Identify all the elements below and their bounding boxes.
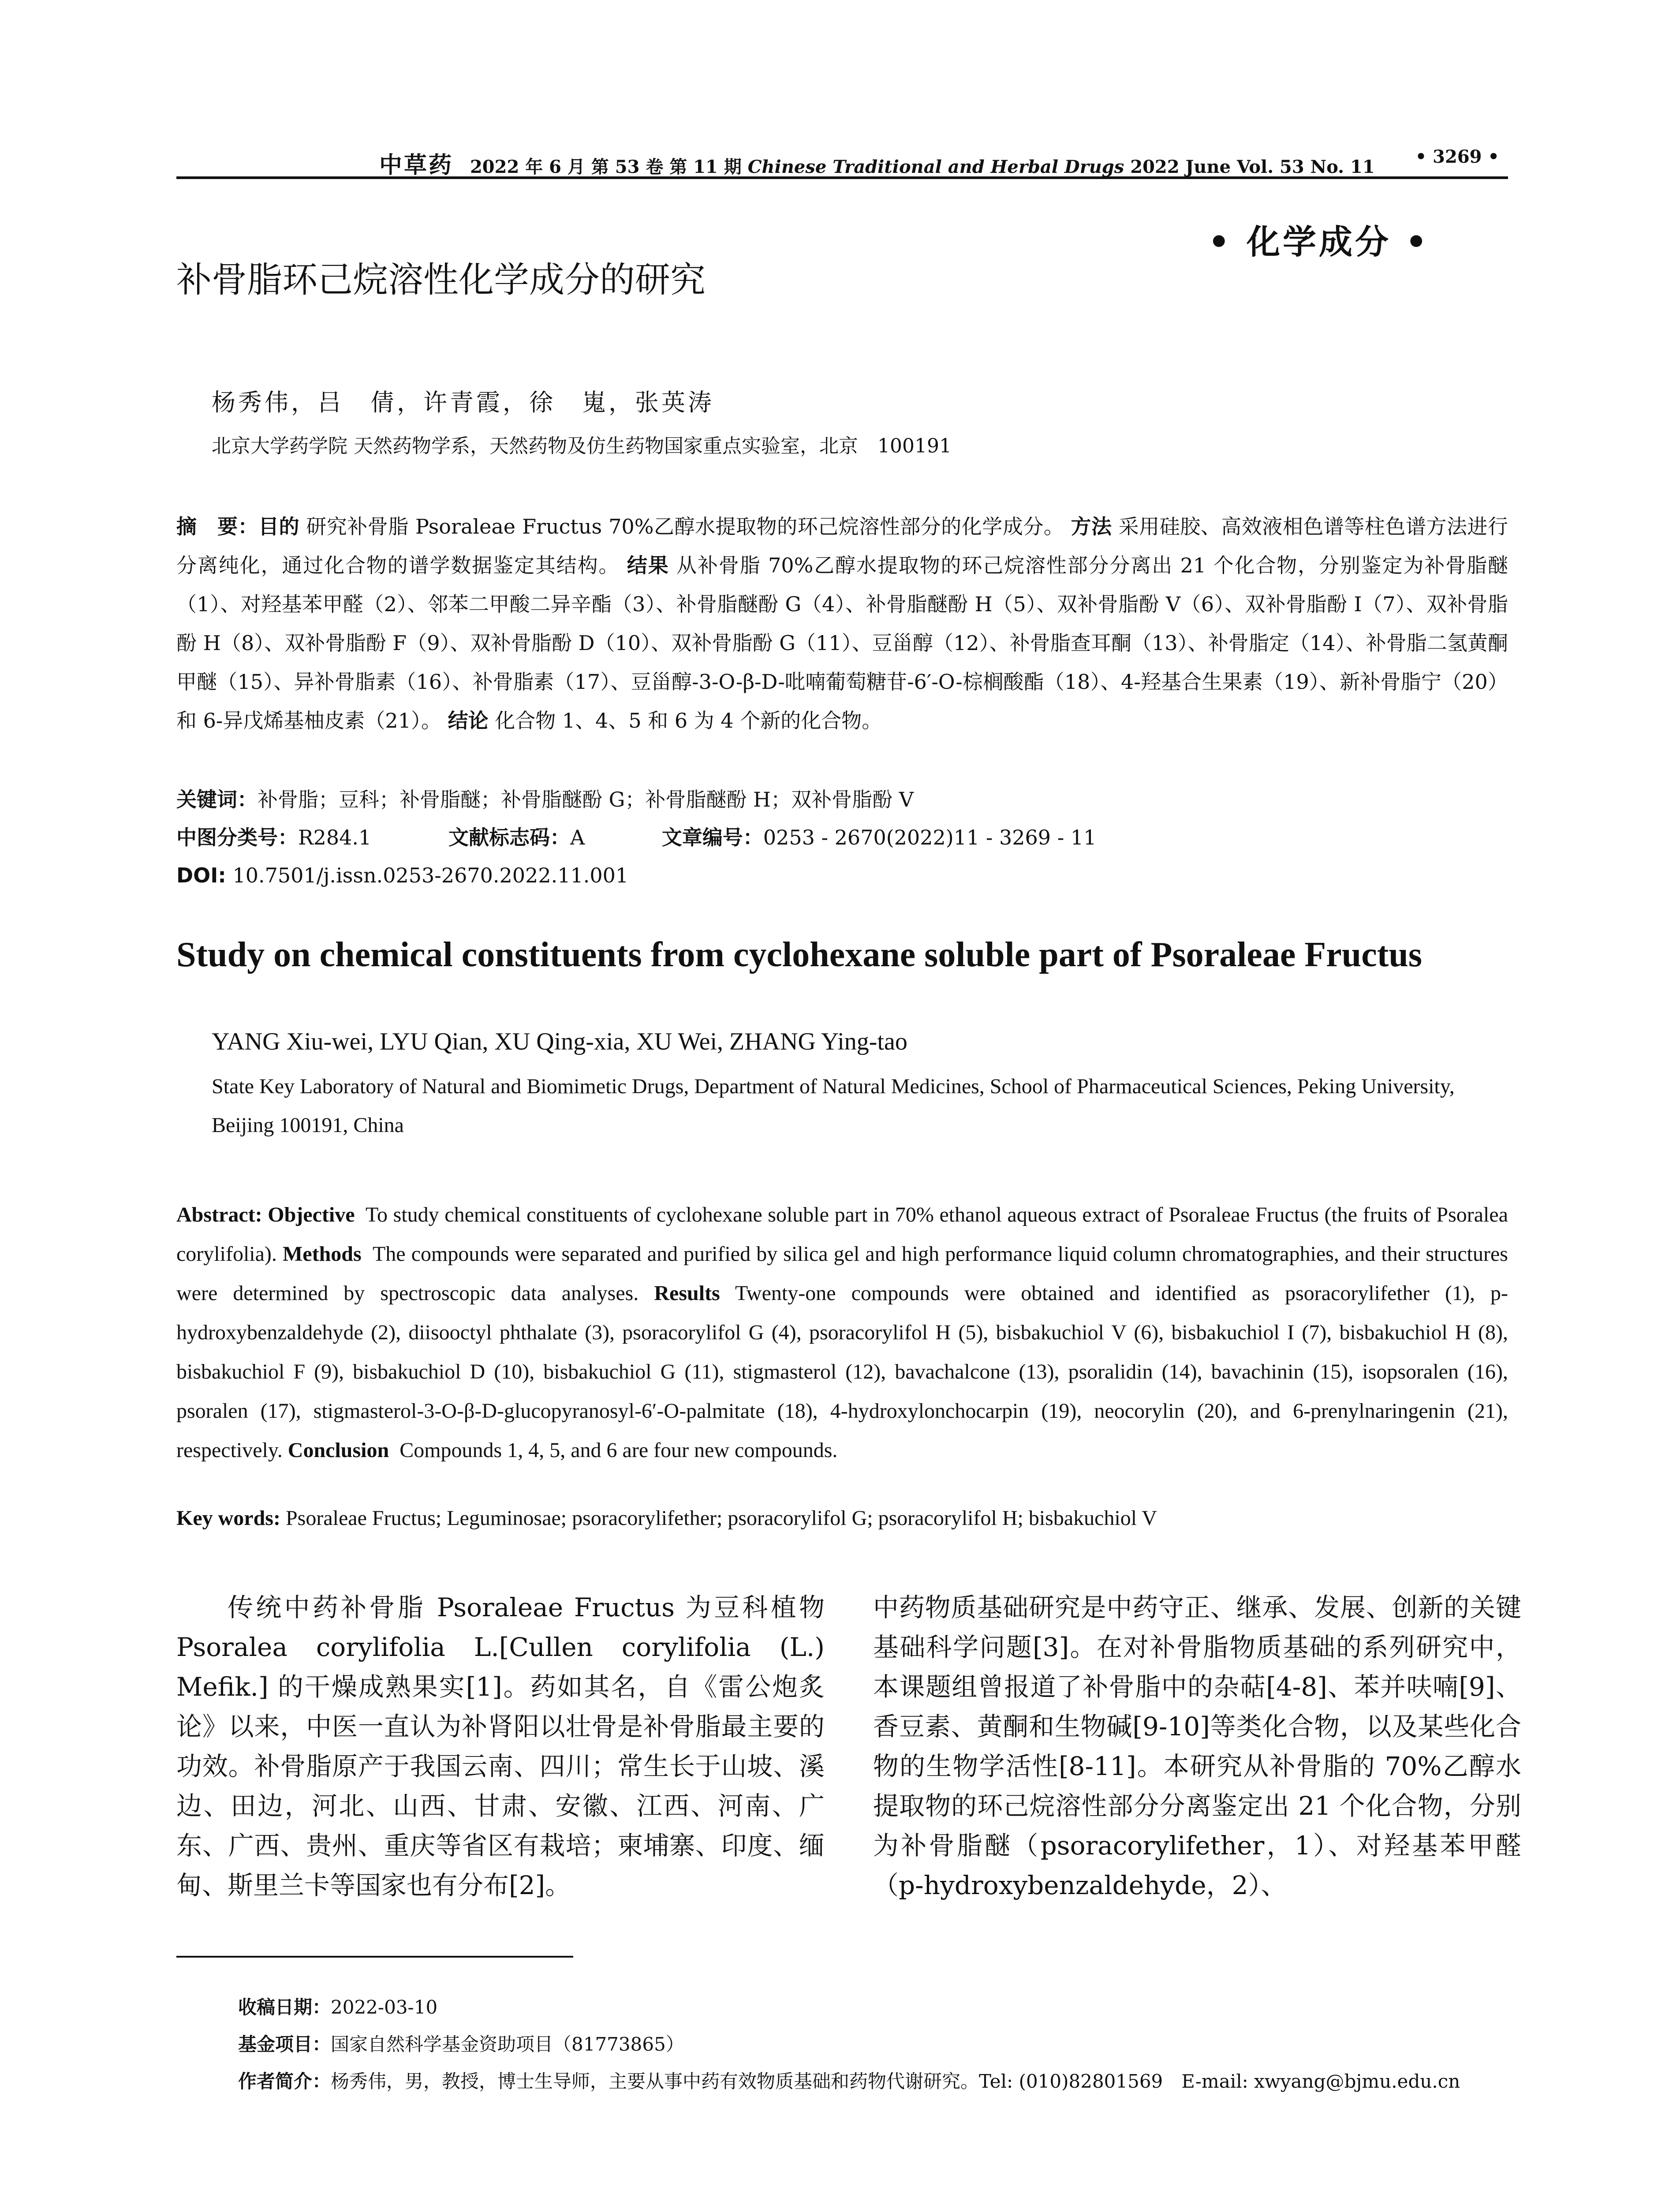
received-date: 2022-03-10 bbox=[331, 1996, 438, 2018]
doi-row bbox=[176, 856, 1508, 894]
clc-value: R284.1 bbox=[298, 826, 372, 849]
authors-cn: 杨秀伟，吕 倩，许青霞，徐 嵬，张英涛 bbox=[212, 389, 714, 416]
abstract-en-methods: The compounds were separated and purified by silica gel and high performance liquid column chromatographies, and their structures were determined by spectroscopic data analyses. bbox=[176, 1242, 1508, 1305]
keywords-cn-text: 补骨脂；豆科；补骨脂醚；补骨脂醚酚 G；补骨脂醚酚 H；双补骨脂酚 V bbox=[258, 788, 914, 811]
fund-label: 基金项目： bbox=[238, 2033, 331, 2055]
footnotes bbox=[238, 1989, 1508, 2100]
abstract-en-results: Twenty-one compounds were obtained and identified as psoracorylifether (1), p-hydroxybenzaldehyde (2), diisooctyl phthalate (3), psoracorylifol G (4), psoracorylifol H (5), bisbakuchiol V (6), bisbakuchiol I (7), bisbakuchiol H (8), bisbakuchiol F (9), bisbakuchiol D (10), bisbakuchiol G (11), stigmasterol (12), bavachalcone (13), psoralidin (14), bavachinin (15), isopsoralen (16), psoralen (17), stigmasterol-3-O-β-D-glucopyranosyl-6′-O-palmitate (18), 4-hydroxylonchocarpin (19), neocorylin (20), and 6-prenylnaringenin (21), respectively. bbox=[176, 1282, 1508, 1462]
abstract-cn-results-label: 结果 bbox=[627, 553, 669, 577]
abstract-en-methods-label: Methods bbox=[283, 1242, 362, 1266]
abstract-en-label: Abstract: Objective bbox=[176, 1203, 355, 1226]
article-number-value: 0253 - 2670(2022)11 - 3269 - 11 bbox=[763, 826, 1097, 849]
abstract-en-results-label: Results bbox=[654, 1282, 720, 1305]
body-column-left bbox=[176, 1588, 825, 1905]
abstract-cn-conclusion: 化合物 1、4、5 和 6 为 4 个新的化合物。 bbox=[495, 709, 882, 733]
abstract-cn bbox=[176, 507, 1508, 740]
issue-cn: 2022 年 6 月 第 53 卷 第 11 期 bbox=[470, 157, 742, 177]
footnote-fund bbox=[238, 2026, 1508, 2063]
meta-block bbox=[176, 781, 1508, 894]
abstract-en bbox=[176, 1195, 1508, 1470]
abstract-cn-methods: 采用硅胶、高效液相色谱等柱色谱方法进行分离纯化，通过化合物的谱学数据鉴定其结构。 bbox=[176, 515, 1508, 577]
page-number: • 3269 • bbox=[1415, 146, 1499, 167]
keywords-cn-label: 关键词： bbox=[176, 788, 258, 811]
affiliation-en: State Key Laboratory of Natural and Biomimetic Drugs, Department of Natural Medicines, School of Pharmaceutical Sciences, Peking University, Beijing 100191, China bbox=[212, 1075, 1455, 1137]
abstract-cn-label: 摘 要：目的 bbox=[176, 515, 300, 538]
footnote-divider bbox=[176, 1956, 573, 1958]
footnote-author bbox=[238, 2063, 1508, 2100]
body-paragraph-right: 中药物质基础研究是中药守正、继承、发展、创新的关键基础科学问题[3]。在对补骨脂物质基础的系列研究中，本课题组曾报道了补骨脂中的杂萜[4-8]、苯并呋喃[9]、香豆素、黄酮和生物碱[9-10]等类化合物，以及某些化合物的生物学活性[8-11]。本研究从补骨脂的 70%乙醇水提取物的环己烷溶性部分分离鉴定出 21 个化合物，分别为补骨脂醚（psoracorylifether，1）、对羟基苯甲醛（p-hydroxybenzaldehyde，2）、 bbox=[873, 1592, 1521, 1900]
issue-en: 2022 June Vol. 53 No. 11 bbox=[1130, 157, 1375, 177]
journal-name-en: Chinese Traditional and Herbal Drugs bbox=[747, 157, 1124, 177]
abstract-en-conclusion-label: Conclusion bbox=[287, 1439, 389, 1462]
section-label: • 化学成分 • bbox=[1208, 222, 1430, 262]
doc-code-label: 文献标志码： bbox=[448, 826, 570, 849]
abstract-cn-methods-label: 方法 bbox=[1071, 515, 1112, 538]
body-column-right bbox=[873, 1588, 1521, 1905]
affiliation-cn: 北京大学药学院 天然药物学系，天然药物及仿生药物国家重点实验室，北京 100191 bbox=[212, 435, 952, 457]
header-left bbox=[379, 146, 1375, 179]
classification-row bbox=[176, 818, 1508, 856]
abstract-cn-objective: 研究补骨脂 Psoraleae Fructus 70%乙醇水提取物的环己烷溶性部分的化学成分。 bbox=[306, 515, 1064, 538]
doi-label: DOI: bbox=[176, 863, 226, 887]
abstract-cn-conclusion-label: 结论 bbox=[448, 709, 489, 733]
clc-label: 中图分类号： bbox=[176, 826, 298, 849]
article-number-label: 文章编号： bbox=[661, 826, 763, 849]
keywords-en-text: Psoraleae Fructus; Leguminosae; psoracorylifether; psoracorylifol G; psoracorylifol H; bisbakuchiol V bbox=[285, 1506, 1157, 1530]
journal-name-cn: 中草药 bbox=[379, 152, 454, 179]
title-cn: 补骨脂环己烷溶性化学成分的研究 bbox=[176, 259, 706, 300]
received-label: 收稿日期： bbox=[238, 1996, 331, 2018]
abstract-en-objective: To study chemical constituents of cyclohexane soluble part in 70% ethanol aqueous extract of Psoraleae Fructus (the fruits of Psoralea corylifolia). bbox=[176, 1203, 1508, 1266]
author-bio-label: 作者简介： bbox=[238, 2070, 331, 2092]
body-paragraph-left: 传统中药补骨脂 Psoraleae Fructus 为豆科植物 Psoralea corylifolia L.[Cullen corylifolia (L.) Mefik.] 的干燥成熟果实[1]。药如其名，自《雷公炮炙论》以来，中医一直认为补肾阳以壮骨是补骨脂最主要的功效。补骨脂原产于我国云南、四川；常生长于山坡、溪边、田边，河北、山西、甘肃、安徽、江西、河南、广东、广西、贵州、重庆等省区有栽培；柬埔寨、印度、缅甸、斯里兰卡等国家也有分布[2]。 bbox=[176, 1592, 825, 1900]
running-header bbox=[176, 141, 1508, 179]
keywords-en bbox=[176, 1506, 1508, 1530]
keywords-cn bbox=[176, 781, 1508, 818]
authors-en: YANG Xiu-wei, LYU Qian, XU Qing-xia, XU Wei, ZHANG Ying-tao bbox=[212, 1028, 907, 1055]
abstract-en-conclusion: Compounds 1, 4, 5, and 6 are four new compounds. bbox=[399, 1439, 838, 1462]
doi-link[interactable]: 10.7501/j.issn.0253-2670.2022.11.001 bbox=[232, 863, 629, 887]
title-en: Study on chemical constituents from cyclohexane soluble part of Psoraleae Fructus bbox=[176, 935, 1422, 974]
abstract-cn-results: 从补骨脂 70%乙醇水提取物的环己烷溶性部分分离出 21 个化合物，分别鉴定为补骨脂醚（1）、对羟基苯甲醛（2）、邻苯二甲酸二异辛酯（3）、补骨脂醚酚 G（4）、补骨脂醚酚 H（5）、双补骨脂酚 V（6）、双补骨脂酚 I（7）、双补骨脂酚 H（8）、双补骨脂酚 F（9）、双补骨脂酚 D（10）、双补骨脂酚 G（11）、豆甾醇（12）、补骨脂查耳酮（13）、补骨脂定（14）、补骨脂二氢黄酮甲醚（15）、异补骨脂素（16）、补骨脂素（17）、豆甾醇-3-O-β-D-吡喃葡萄糖苷-6′-O-棕榈酸酯（18）、4-羟基合生果素（19）、新补骨脂宁（20）和 6-异戊烯基柚皮素（21）。 bbox=[176, 553, 1508, 733]
keywords-en-label: Key words: bbox=[176, 1506, 280, 1530]
fund-text: 国家自然科学基金资助项目（81773865） bbox=[331, 2033, 684, 2055]
author-bio-text: 杨秀伟，男，教授，博士生导师，主要从事中药有效物质基础和药物代谢研究。Tel: (010)82801569 E-mail: xwyang@bjmu.edu.cn bbox=[331, 2070, 1460, 2092]
doc-code-value: A bbox=[570, 826, 585, 849]
footnote-received bbox=[238, 1989, 1508, 2026]
